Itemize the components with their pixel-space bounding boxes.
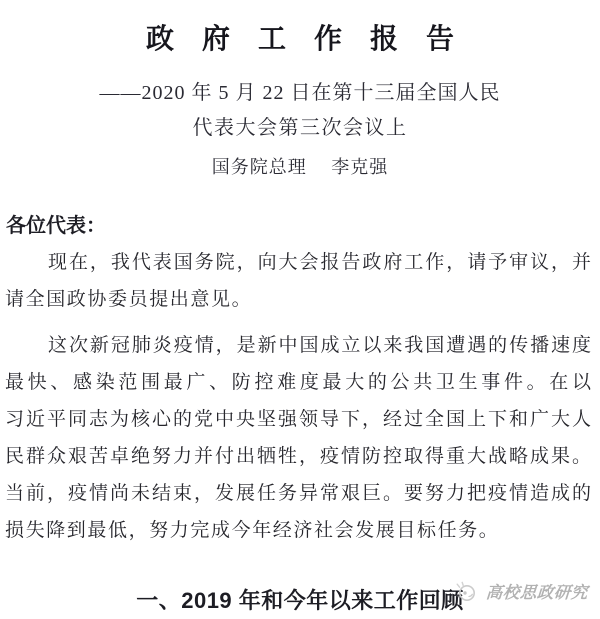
paragraph-1-line-2: 请全国政协委员提出意见。 [5,289,253,310]
greeting-line: 各位代表： [6,215,106,237]
byline-premier: 国务院总理 李克强 [211,157,389,177]
paragraph-2-line-3: 习近平同志为核心的党中央坚强领导下，经过全国上下和广大人 [5,409,591,430]
paragraph-2-line-1: 这次新冠肺炎疫情，是新中国成立以来我国遭遇的传播速度 [48,335,591,356]
subtitle-date-line: ——2020 年 5 月 22 日在第十三届全国人民 [99,82,501,104]
section-heading: 一、2019 年和今年以来工作回顾 [136,588,464,613]
paragraph-2-line-6: 损失降到最低，努力完成今年经济社会发展目标任务。 [5,520,500,541]
wechat-account-logo-icon [454,579,478,603]
subtitle-session-line: 代表大会第三次会议上 [192,117,408,139]
watermark-text: 高校思政研究 [485,584,589,602]
paragraph-2-line-5: 当前，疫情尚未结束，发展任务异常艰巨。要努力把疫情造成的 [5,483,591,504]
paragraph-1-line-1: 现在，我代表国务院，向大会报告政府工作，请予审议，并 [48,252,591,273]
report-title: 政 府 工 作 报 告 [145,24,454,55]
paragraph-2-line-2: 最快、感染范围最广、防控难度最大的公共卫生事件。在以 [5,372,591,393]
paragraph-2-line-4: 民群众艰苦卓绝努力并付出牺牲，疫情防控取得重大战略成果。 [5,446,591,467]
watermark [454,579,588,603]
